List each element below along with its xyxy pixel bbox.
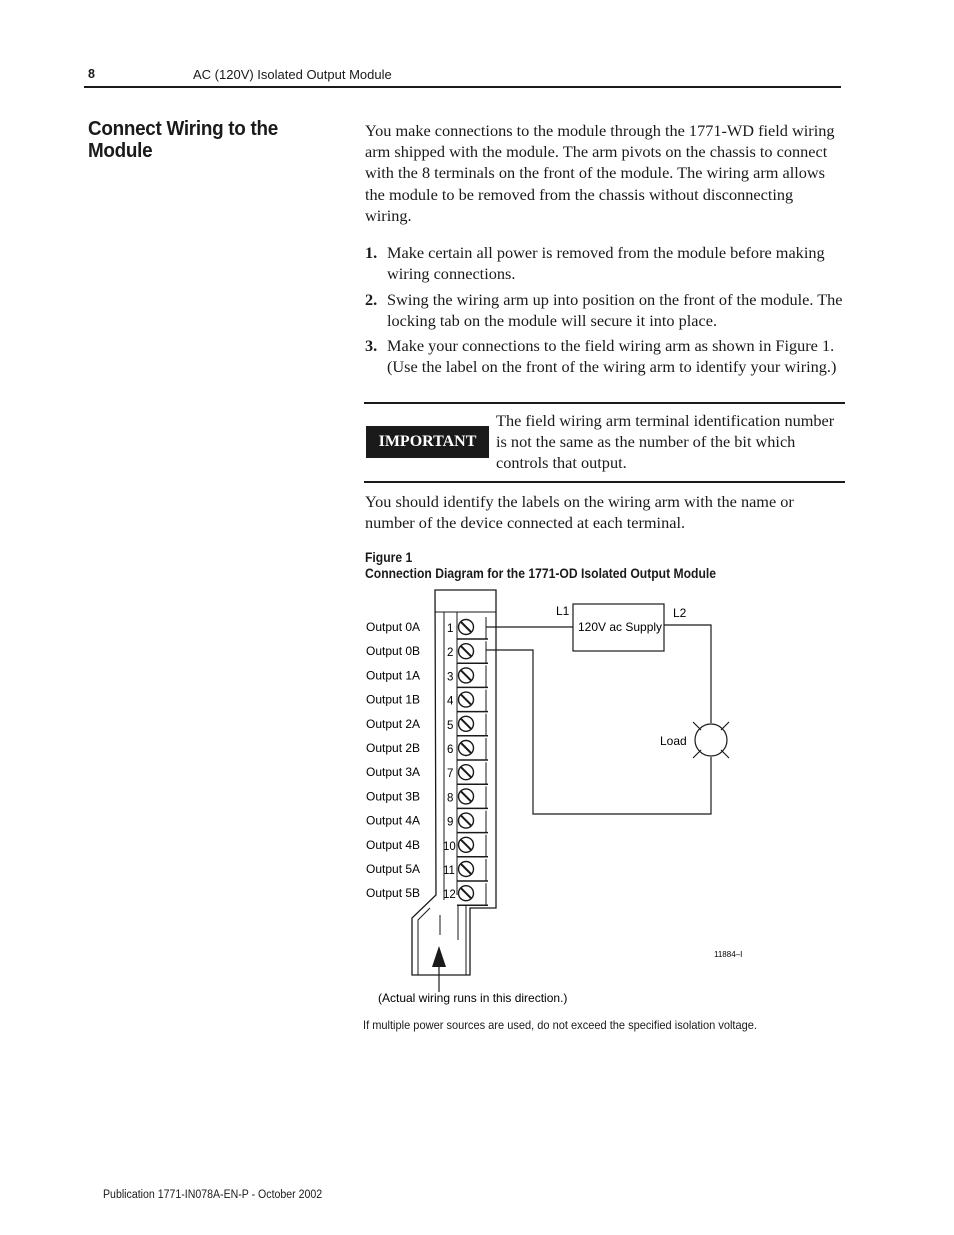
terminal-number: 6 [447, 744, 454, 756]
output-label: Output 2B [366, 741, 421, 755]
figure-id: 11884–I [714, 950, 743, 959]
terminal-row [366, 835, 488, 857]
direction-note: (Actual wiring runs in this direction.) [378, 991, 568, 1005]
terminal-number: 4 [447, 695, 454, 708]
terminal-row [366, 714, 488, 736]
output-label: Output 1B [366, 692, 421, 707]
terminal-row [366, 883, 488, 905]
terminal-number: 2 [447, 647, 454, 660]
step-number: 2. [365, 290, 378, 309]
section-title: Connect Wiring to the Module [88, 117, 278, 162]
output-label: Output 3A [366, 765, 421, 780]
output-label: Output 2A [366, 716, 421, 731]
power-supply-label: 120V ac Supply [578, 620, 663, 634]
publication-footer: Publication 1771-IN078A-EN-P - October 2002 [103, 1189, 323, 1201]
terminal-row [366, 617, 488, 639]
output-label: Output 4A [366, 813, 421, 828]
load-label: Load [660, 734, 687, 748]
terminal-row [366, 665, 488, 687]
l2-label: L2 [673, 606, 687, 620]
figure-caption: Connection Diagram for the 1771-OD Isolated Output Module [365, 566, 717, 581]
output-label: Output 5A [366, 862, 421, 876]
wire-load-to-terminal2 [486, 650, 711, 814]
output-label: Output 1A [366, 668, 421, 683]
output-label: Output 0A [366, 620, 421, 634]
terminal-number: 3 [447, 671, 454, 684]
direction-arrow-head [432, 946, 446, 967]
step-text: Make certain all power is removed from the module before making wiring connections. [387, 243, 825, 284]
terminal-row [366, 690, 488, 712]
important-badge: IMPORTANT [366, 426, 489, 458]
terminal-number: 5 [447, 719, 454, 732]
terminal-row [366, 738, 488, 760]
terminal-number: 11 [443, 865, 455, 877]
terminal-row [366, 762, 488, 784]
wire-supply-to-load [664, 625, 711, 723]
terminal-row [366, 811, 488, 833]
output-label: Output 4B [366, 837, 421, 852]
terminal-number: 8 [447, 792, 454, 805]
running-header-title: AC (120V) Isolated Output Module [193, 67, 392, 82]
terminal-number: 1 [447, 623, 454, 635]
step-number: 1. [365, 243, 378, 262]
output-label: Output 0B [366, 644, 421, 659]
figure-footnote: If multiple power sources are used, do not exceed the specified isolation voltage. [363, 1018, 757, 1032]
l1-label: L1 [556, 604, 570, 618]
page-number: 8 [88, 67, 95, 81]
output-label: Output 3B [366, 789, 421, 804]
step-text: Swing the wiring arm up into position on the front of the module. The locking tab on the module will secure it into place. [387, 290, 843, 331]
terminal-row [366, 786, 488, 808]
terminal-number: 7 [447, 768, 454, 781]
terminal-row [366, 641, 488, 663]
terminal-group [366, 617, 488, 905]
step-number: 3. [365, 336, 378, 355]
wiring-arm-outline [412, 590, 496, 975]
terminal-number: 10 [443, 840, 456, 853]
output-label: Output 5B [366, 886, 421, 901]
figure-number: Figure 1 [365, 550, 413, 565]
intro-paragraph: You make connections to the module through the 1771-WD field wiring arm shipped with the module. The arm pivots on the chassis to connect with the 8 terminals on the front of the module. The wiring arm allows the module to be removed from the chassis without disconnecting wiring. [365, 121, 835, 225]
terminal-number: 9 [447, 816, 454, 829]
important-text: The field wiring arm terminal identification number is not the same as the number of the bit which controls that output. [496, 411, 835, 473]
terminal-number: 12 [443, 889, 456, 902]
step-text: Make your connections to the field wiring arm as shown in Figure 1. (Use the label on the front of the wiring arm to identify your wiring.) [387, 336, 837, 377]
terminal-row [366, 859, 488, 881]
identify-paragraph: You should identify the labels on the wiring arm with the name or number of the device connected at each terminal. [365, 492, 794, 533]
